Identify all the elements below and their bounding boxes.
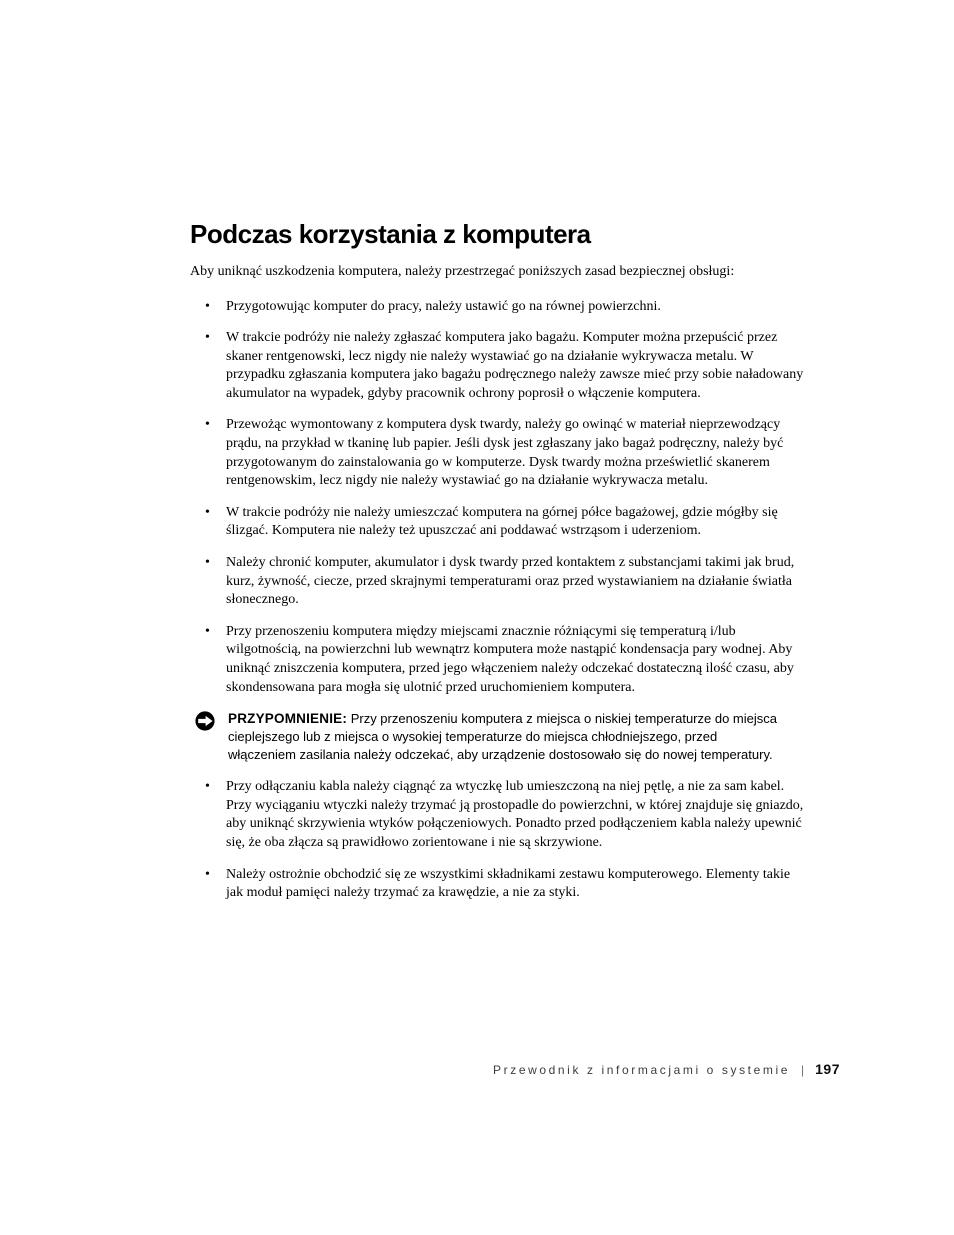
page-title: Podczas korzystania z komputera — [190, 219, 591, 249]
list-item: • W trakcie podróży nie należy umieszczać komputera na górnej półce bagażowej, gdzie mógłby się ślizgać. Komputera nie należy też upuszczać ani poddawać wstrząsom i uderzeniom. — [190, 504, 804, 541]
page-number: 197 — [815, 1061, 840, 1077]
footer-guide-title: Przewodnik z informacjami o systemie — [493, 1063, 791, 1077]
list-item: • Należy ostrożnie obchodzić się ze wszystkimi składnikami zestawu komputerowego. Elementy takie jak moduł pamięci należy trzymać za krawędzie, a nie za styki. — [190, 866, 804, 903]
list-item: • Należy chronić komputer, akumulator i dysk twardy przed kontaktem z substancjami takimi jak brud, kurz, żywność, ciecze, przed skrajnymi temperaturami oraz przed wystawianiem na działanie światła słonecznego. — [190, 554, 804, 610]
page-footer — [493, 1061, 840, 1077]
list-item: • Przy odłączaniu kabla należy ciągnąć za wtyczkę lub umieszczoną na niej pętlę, a nie za sam kabel. Przy wyciąganiu wtyczki należy trzymać ją prostopadle do powierzchni, w której znajduje się gniazdo, aby uniknąć skrzywienia wtyków połączeniowych. Ponadto przed podłączeniem kabla należy upewnić się, że oba złącza są prawidłowo zorientowane i nie są skrzywione. — [190, 778, 804, 852]
list-item: • Przewożąc wymontowany z komputera dysk twardy, należy go owinąć w materiał nieprzewodzący prądu, na przykład w tkaninę lub papier. Jeśli dysk jest zgłaszany jako bagaż podręczny, należy być przygotowanym do zainstalowania go w komputerze. Dysk twardy można prześwietlić skanerem rentgenowskim, lecz nigdy nie należy wystawiać go na działanie wykrywacza metalu. — [190, 416, 804, 490]
bullet-list-top — [190, 298, 804, 698]
bullet-list-bottom — [190, 778, 804, 903]
list-item: • Przy przenoszeniu komputera między miejscami znacznie różniącymi się temperaturą i/lub wilgotnością, na powierzchni lub wewnątrz komputera może nastąpić kondensacja pary wodnej. Aby uniknąć zniszczenia komputera, przed jego włączeniem należy odczekać dostateczną ilość czasu, aby skondensowana para mogła się ulotnić przed uruchomieniem komputera. — [190, 623, 804, 697]
intro-paragraph: Aby uniknąć uszkodzenia komputera, należy przestrzegać poniższych zasad bezpiecznej obsługi: — [190, 264, 735, 279]
notice-text: Przy przenoszeniu komputera z miejsca o niskiej temperaturze do miejsca cieplejszego lub z miejsca o wysokiej temperaturze do miejsca chłodniejszego, przed włączeniem zasilania należy odczekać, aby urządzenie dostosowało się do nowej temperatury. — [228, 711, 777, 763]
page-content — [190, 219, 804, 916]
notice-block — [190, 710, 785, 764]
footer-separator: | — [801, 1063, 805, 1077]
list-item: • Przygotowując komputer do pracy, należy ustawić go na równej powierzchni. — [190, 298, 804, 317]
notice-arrow-icon — [195, 711, 215, 731]
list-item: • W trakcie podróży nie należy zgłaszać komputera jako bagażu. Komputer można przepuścić przez skaner rentgenowski, lecz nigdy nie należy wystawiać go na działanie wykrywacza metalu. W przypadku zgłaszania komputera jako bagażu podręcznego należy zawsze mieć przy sobie naładowany akumulator na wypadek, gdyby pracownik ochrony poprosił o włączenie komputera. — [190, 329, 804, 403]
notice-label: PRZYPOMNIENIE: — [228, 711, 348, 727]
